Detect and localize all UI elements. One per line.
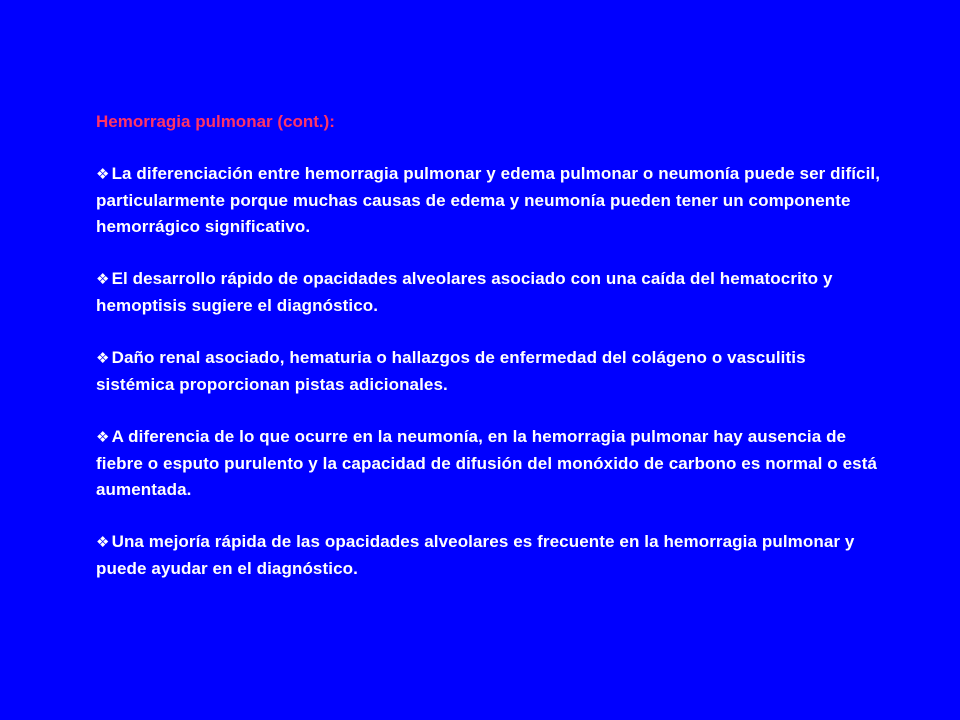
bullet-text: Daño renal asociado, hematuria o hallazgos de enfermedad del colágeno o vasculitis sistémica proporcionan pistas adicionales. (96, 348, 806, 394)
bullet-item-4 (96, 424, 886, 503)
bullet-text: La diferenciación entre hemorragia pulmonar y edema pulmonar o neumonía puede ser difícil, particularmente porque muchas causas de edema y neumonía pueden tener un componente hemorrágico significativo. (96, 164, 881, 236)
slide-content (96, 109, 886, 582)
slide-title: Hemorragia pulmonar (cont.): (96, 112, 335, 131)
four-diamond-bullet-icon: ❖ (96, 271, 110, 288)
bullet-text: A diferencia de lo que ocurre en la neumonía, en la hemorragia pulmonar hay ausencia de fiebre o esputo purulento y la capacidad de difusión del monóxido de carbono es normal o está aumentada. (96, 427, 878, 499)
four-diamond-bullet-icon: ❖ (96, 166, 110, 183)
bullet-item-1 (96, 161, 886, 240)
bullet-item-3 (96, 345, 886, 398)
four-diamond-bullet-icon: ❖ (96, 350, 110, 367)
four-diamond-bullet-icon: ❖ (96, 429, 110, 446)
bullet-item-2 (96, 266, 886, 319)
four-diamond-bullet-icon: ❖ (96, 534, 110, 551)
bullet-item-5 (96, 529, 886, 582)
bullet-text: Una mejoría rápida de las opacidades alveolares es frecuente en la hemorragia pulmonar y puede ayudar en el diagnóstico. (96, 532, 855, 578)
bullet-text: El desarrollo rápido de opacidades alveolares asociado con una caída del hematocrito y hemoptisis sugiere el diagnóstico. (96, 269, 833, 315)
